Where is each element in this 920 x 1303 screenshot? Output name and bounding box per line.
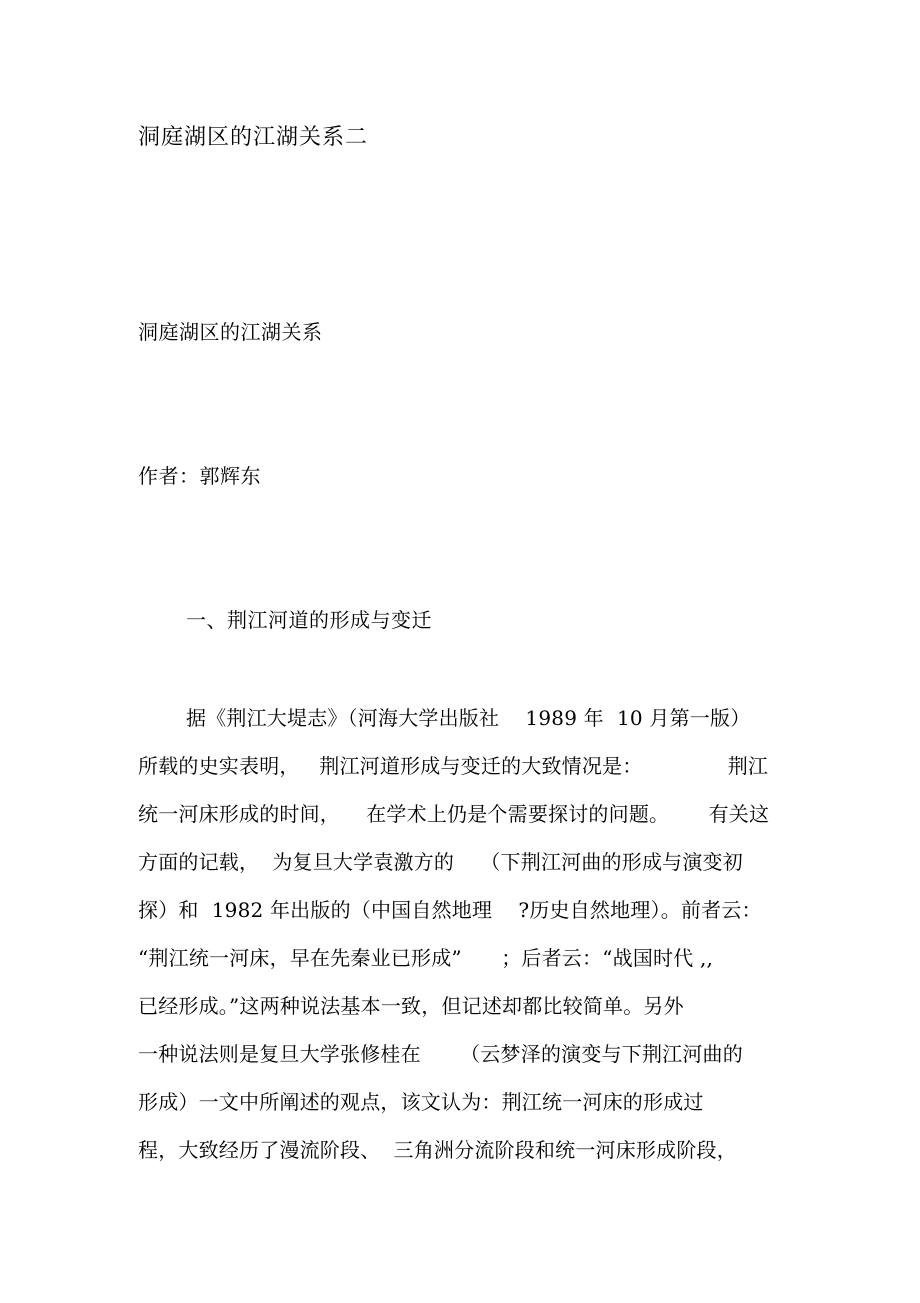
author-line: 作者：郭辉东: [138, 464, 261, 488]
paragraph-line: 所载的史实表明， 荆江河道形成与变迁的大致情况是： 荆江: [138, 754, 769, 778]
document-title: 洞庭湖区的江湖关系二: [138, 125, 369, 150]
paragraph-line: 已经形成。”这两种说法基本一致，但记述却都比较简单。另外: [138, 994, 684, 1018]
paragraph-line: 统一河床形成的时间， 在学术上仍是个需要探讨的问题。 有关这: [138, 802, 770, 826]
document-subtitle: 洞庭湖区的江湖关系: [138, 320, 323, 344]
paragraph-line: “荆江统一河床，早在先秦业已形成” ；后者云：“战国时代 ,,: [138, 946, 714, 970]
paragraph-line: 探）和 1982 年出版的（中国自然地理 ?历史自然地理）。前者云：: [138, 898, 762, 922]
paragraph-line: 程，大致经历了漫流阶段、 三角洲分流阶段和统一河床形成阶段，: [138, 1138, 737, 1162]
paragraph-line: 方面的记载， 为复旦大学袁激方的 （下荆江河曲的形成与演变初: [138, 850, 743, 874]
section-heading: 一、荆江河道的形成与变迁: [186, 608, 432, 632]
paragraph-line: 据《荆江大堤志》（河海大学出版社 1989 年 10 月第一版）: [186, 706, 751, 730]
paragraph-line: 一种说法则是复旦大学张修桂在 （云梦泽的演变与下荆江河曲的: [138, 1042, 743, 1066]
paragraph-line: 形成）一文中所阐述的观点，该文认为：荆江统一河床的形成过: [138, 1090, 704, 1114]
